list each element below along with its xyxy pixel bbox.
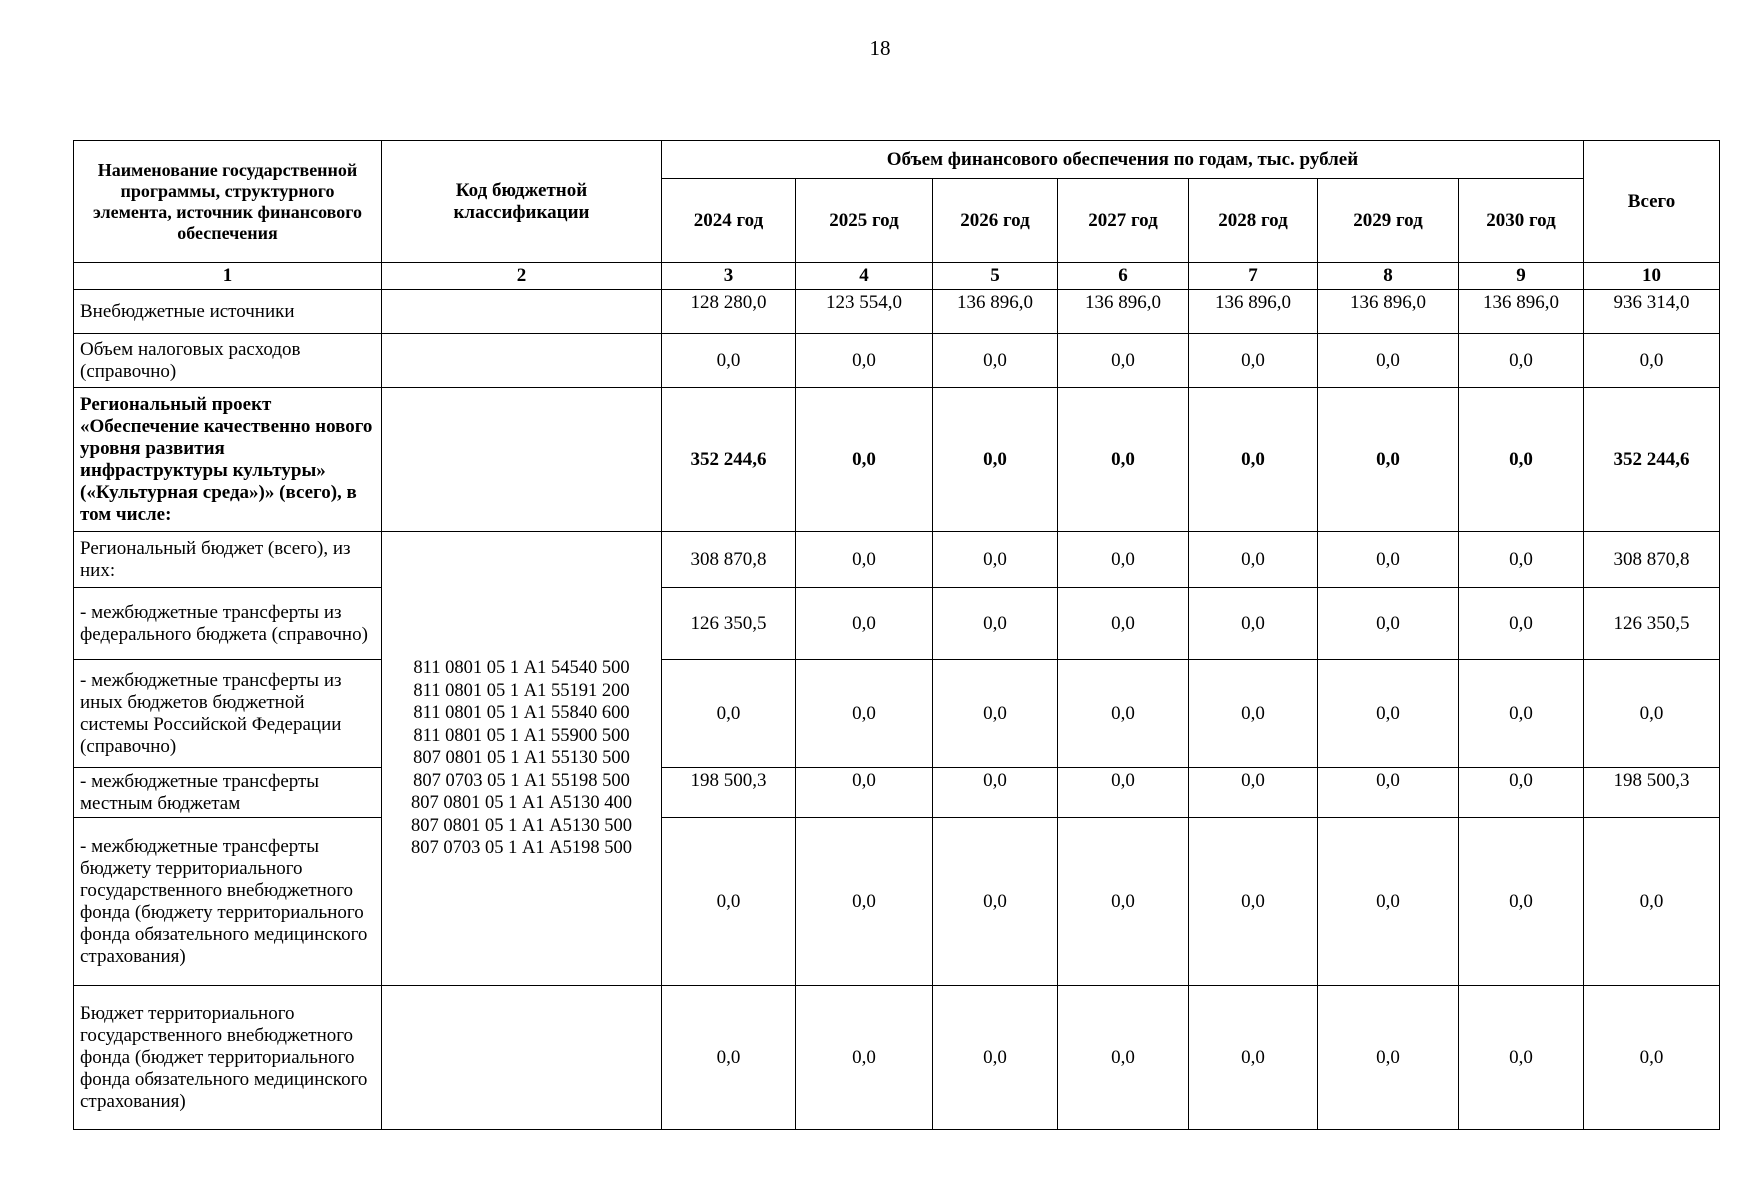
row-name: - межбюджетные трансферты бюджету территориального государственного внебюджетного фонда (бюджету территориального фонда обязательного медицинского страхования): [74, 818, 382, 986]
row-value: 0,0: [1318, 388, 1459, 532]
row-value: 0,0: [1058, 532, 1189, 588]
row-value: 0,0: [1058, 588, 1189, 660]
row-name: Региональный проект «Обеспечение качественно нового уровня развития инфраструктуры культуры» («Культурная среда»)» (всего), в том числе:: [74, 388, 382, 532]
row-value: 0,0: [662, 334, 796, 388]
row-name: - межбюджетные трансферты из иных бюджетов бюджетной системы Российской Федерации (справочно): [74, 660, 382, 768]
column-number: 8: [1318, 263, 1459, 290]
row-value: 123 554,0: [796, 290, 933, 334]
row-value: 0,0: [1058, 986, 1189, 1130]
row-value: 136 896,0: [1058, 290, 1189, 334]
row-value: 0,0: [1318, 334, 1459, 388]
financing-table: [73, 140, 1720, 1130]
row-value: 0,0: [1318, 660, 1459, 768]
row-value: 0,0: [1318, 768, 1459, 818]
row-value: 352 244,6: [662, 388, 796, 532]
header-name-column: Наименование государственной программы, структурного элемента, источник финансового обеспечения: [74, 141, 382, 263]
row-code: [382, 388, 662, 532]
table-row: [74, 818, 1720, 986]
row-value: 0,0: [1189, 588, 1318, 660]
row-name: - межбюджетные трансферты из федерального бюджета (справочно): [74, 588, 382, 660]
row-value: 0,0: [1459, 660, 1584, 768]
header-funding-group: Объем финансового обеспечения по годам, тыс. рублей: [662, 141, 1584, 179]
row-value: 0,0: [796, 986, 933, 1130]
row-value: 0,0: [796, 768, 933, 818]
row-value: 198 500,3: [662, 768, 796, 818]
row-value: 0,0: [796, 588, 933, 660]
column-number: 1: [74, 263, 382, 290]
row-value: 0,0: [1058, 660, 1189, 768]
row-value: 0,0: [1459, 768, 1584, 818]
budget-code: 807 0801 05 1 А1 А5130 500: [411, 815, 632, 836]
row-value: 0,0: [1459, 818, 1584, 986]
row-value: 0,0: [933, 532, 1058, 588]
row-value: 136 896,0: [933, 290, 1058, 334]
row-total: 126 350,5: [1584, 588, 1720, 660]
row-value: 0,0: [1318, 986, 1459, 1130]
budget-code: 811 0801 05 1 А1 54540 500: [413, 658, 630, 679]
budget-code: 811 0801 05 1 А1 55191 200: [413, 680, 630, 701]
row-code: [382, 290, 662, 334]
row-value: 0,0: [1189, 660, 1318, 768]
header-year: 2026 год: [933, 179, 1058, 263]
column-number: 5: [933, 263, 1058, 290]
row-value: 0,0: [1459, 388, 1584, 532]
header-code-column: Код бюджетной классификации: [382, 141, 662, 263]
row-total: 0,0: [1584, 660, 1720, 768]
row-value: 0,0: [1189, 768, 1318, 818]
row-value: 0,0: [1459, 588, 1584, 660]
column-number: 7: [1189, 263, 1318, 290]
header-year: 2025 год: [796, 179, 933, 263]
row-value: 0,0: [1189, 334, 1318, 388]
budget-code: 807 0703 05 1 А1 А5198 500: [411, 838, 632, 859]
row-value: 136 896,0: [1459, 290, 1584, 334]
budget-code-list: [382, 532, 662, 986]
row-total: 198 500,3: [1584, 768, 1720, 818]
table-row: [74, 334, 1720, 388]
table-row: [74, 290, 1720, 334]
row-code: [382, 334, 662, 388]
table-row: [74, 660, 1720, 768]
row-value: 0,0: [1189, 986, 1318, 1130]
row-value: 0,0: [1459, 532, 1584, 588]
budget-code: 807 0801 05 1 А1 55130 500: [413, 748, 630, 769]
row-value: 0,0: [1058, 388, 1189, 532]
column-number: 2: [382, 263, 662, 290]
header-year: 2029 год: [1318, 179, 1459, 263]
row-value: 128 280,0: [662, 290, 796, 334]
row-value: 0,0: [1318, 532, 1459, 588]
row-value: 0,0: [1058, 768, 1189, 818]
header-year: 2024 год: [662, 179, 796, 263]
budget-code: 807 0801 05 1 А1 А5130 400: [411, 793, 632, 814]
row-code: [382, 986, 662, 1130]
row-value: 0,0: [933, 388, 1058, 532]
row-total: 0,0: [1584, 986, 1720, 1130]
table-row: [74, 986, 1720, 1130]
row-name: - межбюджетные трансферты местным бюджетам: [74, 768, 382, 818]
row-value: 0,0: [933, 660, 1058, 768]
column-number: 6: [1058, 263, 1189, 290]
row-name: Региональный бюджет (всего), из них:: [74, 532, 382, 588]
row-name: Внебюджетные источники: [74, 290, 382, 334]
column-number: 4: [796, 263, 933, 290]
row-value: 0,0: [1058, 818, 1189, 986]
row-value: 0,0: [796, 818, 933, 986]
row-value: 136 896,0: [1189, 290, 1318, 334]
row-value: 136 896,0: [1318, 290, 1459, 334]
header-year: 2028 год: [1189, 179, 1318, 263]
header-total-column: Всего: [1584, 141, 1720, 263]
row-value: 0,0: [933, 818, 1058, 986]
table-row: [74, 532, 1720, 588]
row-value: 0,0: [1058, 334, 1189, 388]
row-name: Объем налоговых расходов (справочно): [74, 334, 382, 388]
row-value: 126 350,5: [662, 588, 796, 660]
row-value: 0,0: [1459, 986, 1584, 1130]
row-total: 308 870,8: [1584, 532, 1720, 588]
column-number: 9: [1459, 263, 1584, 290]
row-value: 0,0: [662, 986, 796, 1130]
row-total: 352 244,6: [1584, 388, 1720, 532]
row-value: 308 870,8: [662, 532, 796, 588]
table-row: [74, 588, 1720, 660]
table-row: [74, 768, 1720, 818]
row-value: 0,0: [796, 334, 933, 388]
row-value: 0,0: [1189, 818, 1318, 986]
column-number: 10: [1584, 263, 1720, 290]
row-value: 0,0: [662, 660, 796, 768]
row-value: 0,0: [1189, 388, 1318, 532]
header-year: 2030 год: [1459, 179, 1584, 263]
row-value: 0,0: [933, 768, 1058, 818]
page-number: 18: [869, 36, 891, 60]
row-value: 0,0: [662, 818, 796, 986]
row-value: 0,0: [796, 660, 933, 768]
budget-code: 807 0703 05 1 А1 55198 500: [413, 770, 630, 791]
header-year: 2027 год: [1058, 179, 1189, 263]
budget-code: 811 0801 05 1 А1 55840 600: [413, 703, 630, 724]
row-value: 0,0: [933, 986, 1058, 1130]
row-value: 0,0: [1318, 588, 1459, 660]
row-total: 0,0: [1584, 334, 1720, 388]
row-value: 0,0: [1318, 818, 1459, 986]
row-value: 0,0: [1189, 532, 1318, 588]
row-value: 0,0: [933, 334, 1058, 388]
row-value: 0,0: [796, 388, 933, 532]
budget-code: 811 0801 05 1 А1 55900 500: [413, 725, 630, 746]
row-name: Бюджет территориального государственного внебюджетного фонда (бюджет территориального фонда обязательного медицинского страхования): [74, 986, 382, 1130]
row-value: 0,0: [933, 588, 1058, 660]
row-value: 0,0: [1459, 334, 1584, 388]
row-total: 0,0: [1584, 818, 1720, 986]
row-total: 936 314,0: [1584, 290, 1720, 334]
column-number: 3: [662, 263, 796, 290]
row-value: 0,0: [796, 532, 933, 588]
table-row: [74, 388, 1720, 532]
